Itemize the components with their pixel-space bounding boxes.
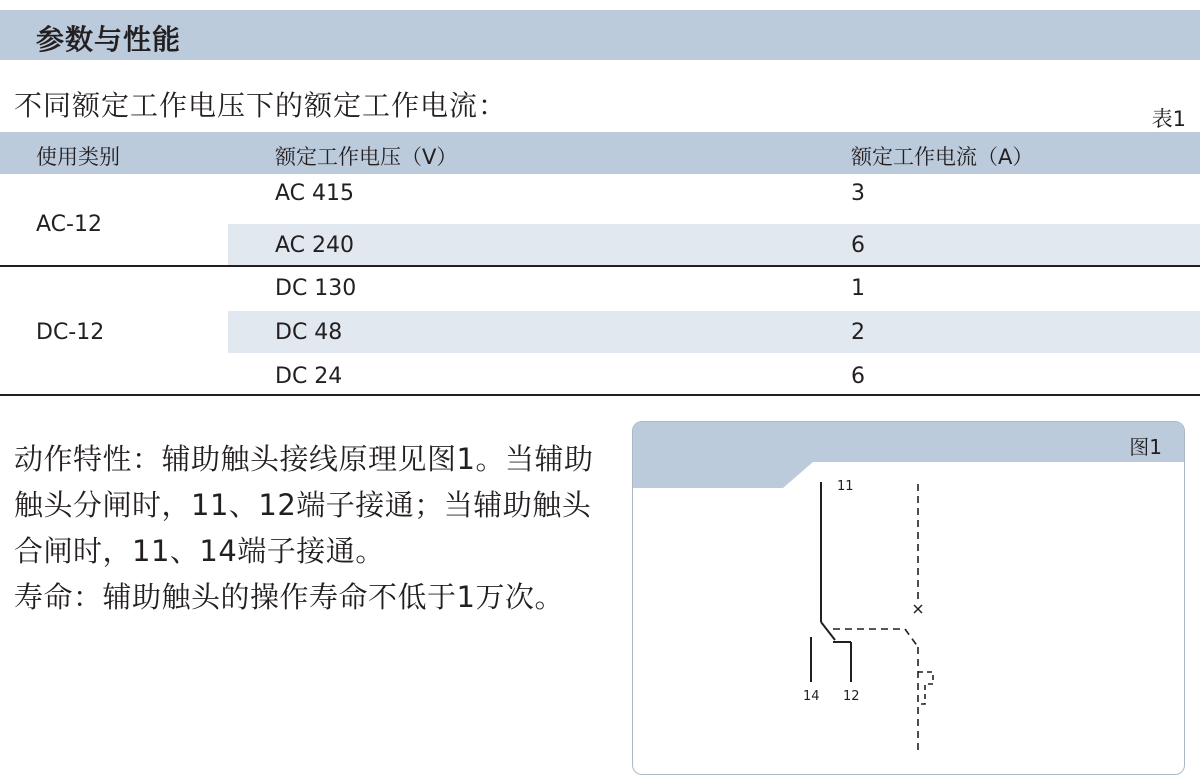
voltage-cell: AC 240 — [275, 233, 355, 258]
contact-blade — [821, 622, 835, 640]
table-bottom-rule — [0, 394, 1200, 396]
pin-label-11: 11 — [837, 479, 854, 494]
row-band — [228, 224, 1200, 266]
current-cell: 2 — [851, 320, 865, 345]
current-cell: 3 — [851, 181, 865, 206]
pin-label-14: 14 — [803, 689, 820, 704]
voltage-cell: DC 48 — [275, 320, 343, 345]
voltage-cell: DC 24 — [275, 364, 343, 389]
actuator-symbol — [918, 672, 933, 704]
current-cell: 6 — [851, 233, 865, 258]
current-cell: 1 — [851, 276, 865, 301]
header-voltage: 额定工作电压（V） — [275, 145, 458, 169]
row-band — [228, 311, 1200, 353]
category-cell: DC-12 — [36, 320, 105, 345]
voltage-cell: DC 130 — [275, 276, 357, 301]
pin-label-12: 12 — [843, 689, 860, 704]
category-cell: AC-12 — [36, 212, 102, 237]
header-category: 使用类别 — [36, 145, 120, 169]
contact-wiring-diagram — [633, 422, 1184, 774]
header-current: 额定工作电流（A） — [851, 145, 1034, 169]
description-text — [14, 436, 614, 620]
table-label: 表1 — [1151, 107, 1186, 131]
linkage-diagonal — [905, 629, 918, 647]
description-line: 触头分闸时，11、12端子接通；当辅助触头 — [14, 488, 592, 522]
intro-text: 不同额定工作电压下的额定工作电流： — [14, 89, 508, 122]
group-divider — [0, 265, 1200, 267]
voltage-cell: AC 415 — [275, 181, 355, 206]
figure-panel — [632, 421, 1185, 775]
description-line: 寿命：辅助触头的操作寿命不低于1万次。 — [14, 580, 564, 614]
current-cell: 6 — [851, 364, 865, 389]
table-header — [0, 132, 1200, 174]
description-line: 动作特性：辅助触头接线原理见图1。当辅助 — [14, 442, 594, 476]
section-title: 参数与性能 — [36, 23, 182, 56]
figure-label: 图1 — [1129, 435, 1162, 459]
contact-cross-mark — [914, 605, 922, 613]
description-line: 合闸时，11、14端子接通。 — [14, 534, 385, 568]
section-header — [0, 10, 1200, 60]
